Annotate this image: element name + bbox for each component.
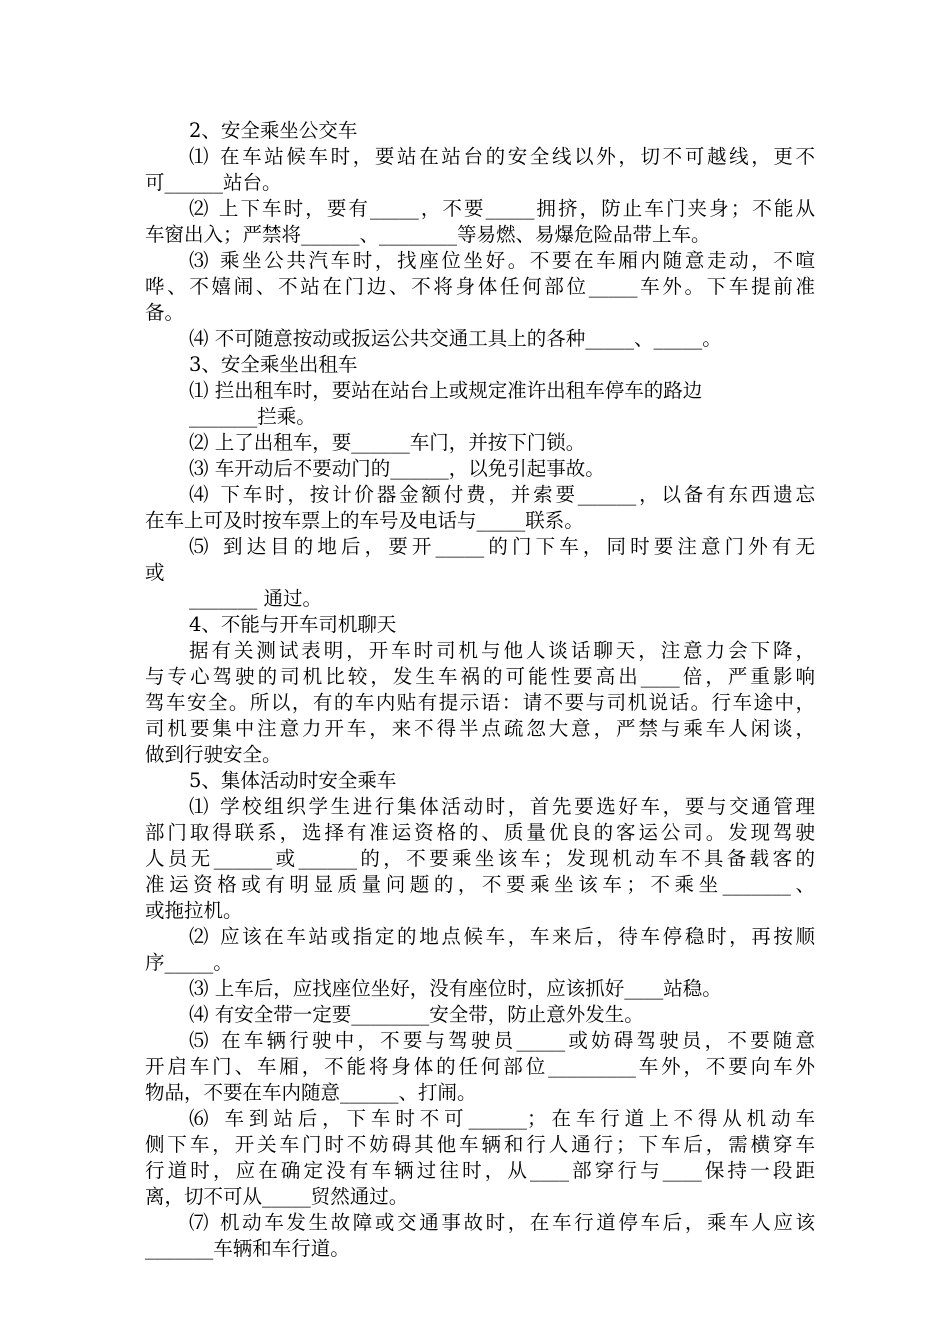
text-line: ⑸ 在车辆行驶中，不要与驾驶员_____或妨碍驾驶员，不要随意 (189, 1029, 815, 1052)
text-line: 开启车门、车厢，不能将身体的任何部位_________车外，不要向车外 (145, 1055, 815, 1078)
text-line: ⑶ 上车后，应找座位坐好，没有座位时，应该抓好____站稳。 (189, 977, 722, 1000)
text-line: ⑹ 车到站后，下车时不可______；在车行道上不得从机动车 (189, 1107, 815, 1130)
text-line: 与专心驾驶的司机比较，发生车祸的可能性要高出____倍，严重影响 (145, 665, 815, 688)
text-line: ⑵ 应该在车站或指定的地点候车，车来后，待车停稳时，再按顺 (189, 925, 815, 948)
text-line: 哗、不嬉闹、不站在门边、不将身体任何部位_____车外。下车提前准 (145, 275, 815, 298)
text-line: _______拦乘。 (189, 405, 316, 428)
text-line: ⑸ 到达目的地后，要开_____的门下车，同时要注意门外有无 (189, 535, 815, 558)
text-line: 车窗出入；严禁将______、________等易燃、易爆危险品带上车。 (145, 223, 711, 246)
text-line: ⑵ 上下车时，要有_____，不要_____拥挤，防止车门夹身；不能从 (189, 197, 815, 220)
text-line: 或 (145, 561, 165, 584)
heading-section-2: 2、安全乘坐公交车 (189, 119, 358, 142)
heading-section-4: 4、不能与开车司机聊天 (189, 613, 397, 636)
text-line: 人员无______或______的，不要乘坐该车；发现机动车不具备载客的 (145, 847, 815, 870)
text-line: 据有关测试表明，开车时司机与他人谈话聊天，注意力会下降， (189, 639, 815, 662)
heading-section-3: 3、安全乘坐出租车 (189, 353, 358, 376)
text-line: 部门取得联系，选择有准运资格的、质量优良的客运公司。发现驾驶 (145, 821, 815, 844)
text-line: 离，切不可从_____贸然通过。 (145, 1185, 409, 1208)
text-line: ⑵ 上了出租车，要______车门，并按下门锁。 (189, 431, 586, 454)
text-line: 行道时，应在确定没有车辆过往时，从____部穿行与____保持一段距 (145, 1159, 815, 1182)
document-page (145, 118, 815, 1262)
text-line: ⑴ 拦出租车时，要站在站台上或规定准许出租车停车的路边 (189, 379, 703, 402)
text-line: 司机要集中注意力开车，来不得半点疏忽大意，严禁与乘车人闲谈， (145, 717, 815, 740)
text-line: 序_____。 (145, 951, 233, 974)
text-line: 驾车安全。所以，有的车内贴有提示语：请不要与司机说话。行车途中， (145, 691, 815, 714)
text-line: 在车上可及时按车票上的车号及电话与_____联系。 (145, 509, 584, 532)
text-line: 做到行驶安全。 (145, 743, 282, 766)
text-line: 或拖拉机。 (145, 899, 243, 922)
text-line: ⑶ 车开动后不要动门的______，以免引起事故。 (189, 457, 605, 480)
text-line: 准运资格或有明显质量问题的，不要乘坐该车；不乘坐_______、 (145, 873, 815, 896)
text-line: 可______站台。 (145, 171, 282, 194)
text-line: _______车辆和车行道。 (145, 1237, 350, 1260)
text-line: ⑴ 在车站候车时，要站在站台的安全线以外，切不可越线，更不 (189, 145, 815, 168)
text-line: 备。 (145, 301, 185, 324)
heading-section-5: 5、集体活动时安全乘车 (189, 769, 397, 792)
text-line: _______ 通过。 (189, 587, 322, 610)
text-line: ⑶ 乘坐公共汽车时，找座位坐好。不要在车厢内随意走动，不喧 (189, 249, 815, 272)
text-line: 侧下车，开关车门时不妨碍其他车辆和行人通行；下车后，需横穿车 (145, 1133, 815, 1156)
text-line: ⑷ 不可随意按动或扳运公共交通工具上的各种_____、_____。 (189, 327, 722, 350)
text-line: ⑷ 下车时，按计价器金额付费，并索要______，以备有东西遗忘 (189, 483, 815, 506)
text-line: 物品，不要在车内随意______、打闹。 (145, 1081, 477, 1104)
text-line: ⑺ 机动车发生故障或交通事故时，在车行道停车后，乘车人应该 (189, 1211, 815, 1234)
text-line: ⑷ 有安全带一定要________安全带，防止意外发生。 (189, 1003, 644, 1026)
text-line: ⑴ 学校组织学生进行集体活动时，首先要选好车，要与交通管理 (189, 795, 815, 818)
